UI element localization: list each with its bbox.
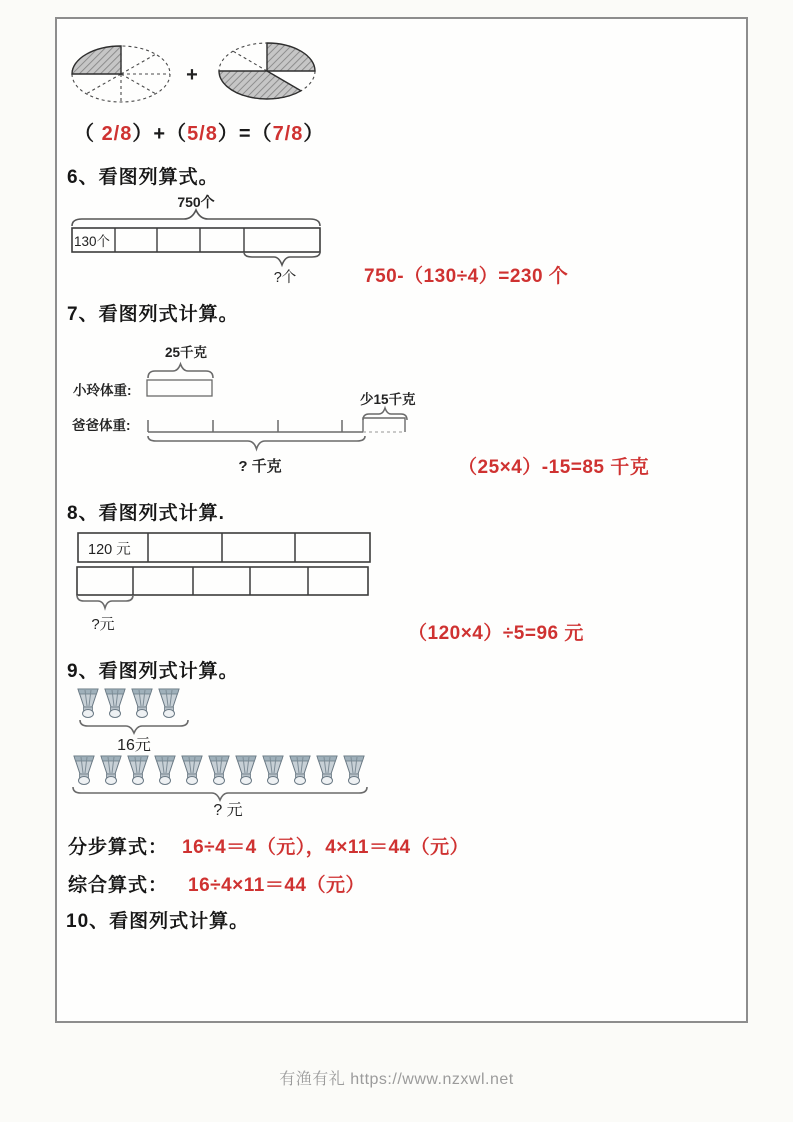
q8-bottom-bar [77,567,368,595]
q7-unit-brace [148,364,213,378]
fraction-2: 5/8 [187,123,218,145]
q9-unknown-label: ? 元 [213,802,243,819]
q7-heading: 7、看图列式计算。 [67,304,239,325]
q8-cell-label: 120 元 [88,542,131,558]
q6-heading: 6、看图列算式。 [67,167,219,188]
q6-bar-diagram [65,193,395,288]
q6-answer: 750-（130÷4）=230 个 [364,266,569,287]
q6-unknown-label: ?个 [273,270,297,286]
paren-open: （ [74,123,102,145]
paren-equals-paren: ）=（ [217,123,273,145]
q8-heading: 8、看图列式计算. [67,503,225,524]
q6-first-cell-label: 130个 [74,234,111,249]
q7-xiaoling-box [147,380,212,396]
q8-question-brace [77,595,133,608]
fraction-3: 7/8 [272,123,304,145]
q7-weight-diagram [65,338,445,478]
q7-unit-label: 25千克 [164,345,208,360]
q7-row1-label: 小玲体重: [73,383,132,398]
q9-group-brace [80,720,188,733]
q7-minus-box [363,418,405,432]
q6-top-brace [72,210,320,226]
shuttlecock-icons-group-of-4 [78,689,179,718]
q9-step-label: 分步算式： [68,837,169,858]
q6-bar-dividers [115,228,244,252]
pie2-shaded-sector-bottom [219,71,301,99]
q8-top-dividers [148,533,295,562]
q9-heading: 9、看图列式计算。 [67,661,239,682]
q7-unknown-label: ? 千克 [238,458,282,475]
q9-combined-label: 综合算式： [68,875,169,896]
q9-combined-equation-line [68,870,365,897]
q7-less-label: 少15千克 [360,392,416,407]
q7-question-brace [148,436,365,449]
q6-bottom-brace [244,252,320,265]
q6-total-label: 750个 [177,194,215,210]
q7-row2-label: 爸爸体重: [72,418,131,433]
shuttlecock-icons-group-of-11 [74,756,364,785]
pie2-shaded-sector-top [267,43,315,71]
q9-step-equation: 16÷4＝4（元），4×11＝44（元） [182,837,470,858]
footer-watermark: 有渔有礼 https://www.nzxwl.net [279,1071,514,1088]
pie1-shaded-sector [72,46,121,74]
paren-plus-paren: ）+（ [132,123,188,145]
fraction-1: 2/8 [101,123,133,145]
q10-heading: 10、看图列式计算。 [66,911,250,932]
q9-step-equation-line [68,832,469,859]
q9-question-diagram [68,753,383,821]
q9-question-brace [73,787,367,800]
q9-combined-equation: 16÷4×11＝44（元） [188,875,365,896]
q8-unknown-label: ?元 [91,616,115,633]
q9-group-diagram [75,686,210,756]
q8-bottom-dividers [133,567,308,595]
q8-bar-diagram [70,525,380,640]
plus-sign: + [186,64,198,86]
q8-answer: （120×4）÷5=96 元 [408,623,584,644]
paren-close: ） [303,123,325,145]
q7-answer: （25×4）-15=85 千克 [458,457,650,478]
q9-group-price-label: 16元 [117,737,151,754]
fraction-pies-diagram [68,42,340,108]
q7-dad-bar [148,420,363,432]
fraction-equation [74,117,324,146]
